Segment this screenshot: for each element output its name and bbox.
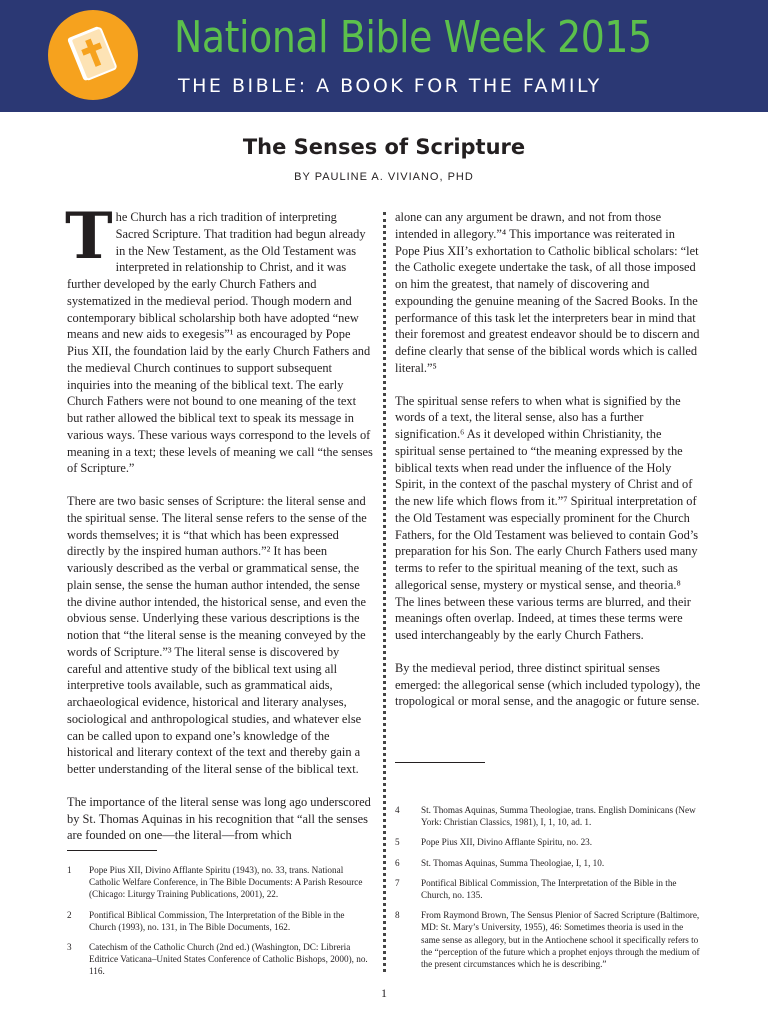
paragraph: The importance of the literal sense was long ago underscored by St. Thomas Aquinas in his recognition that “all the senses are founded on one—the literal—from which bbox=[67, 794, 371, 843]
left-column bbox=[65, 199, 373, 860]
footnote: 8 From Raymond Brown, The Sensus Plenior of Sacred Scripture (Baltimore, MD: St. Mary’s University, 1955), 46: Sometimes theoria is used in the same sense as allegory, but in the Antiochene school it specifically refers to the “perception of the future which a prophet enjoys through the medium of the present circumstances which he is describing.” bbox=[395, 910, 700, 970]
footnote: 3 Catechism of the Catholic Church (2nd ed.) (Washington, DC: Libreria Editrice Vaticana–United States Conference of Catholic Bishops, 2000), no. 116. bbox=[67, 942, 368, 977]
bible-cross-icon bbox=[48, 10, 138, 100]
footnote-rule bbox=[67, 850, 157, 851]
paragraph: The spiritual sense refers to when what is signified by the words of a text, the literal sense, also has a further signification.⁶ As it developed within Christianity, the spiritual sense pertained to “the meaning expressed by the biblical texts when read under the influence of the Holy Spirit, in the context of the paschal mystery of Christ and of the new life which flows from it.”⁷ Spiritual interpretation of the Old Testament was especially prominent for the Church Fathers, for the Old Testament was believed to contain God’s preparation for his Son. The early Church Fathers used many terms to refer to the spiritual meaning of the text, such as allegorical sense, mystery or mystical sense, and theoria.⁸ The lines between these various terms are blurred, and their meanings often overlap. Indeed, at times these terms were used interchangeably by the early Church Fathers. bbox=[395, 393, 699, 642]
page-number: 1 bbox=[381, 986, 387, 1000]
banner-title: National Bible Week 2015 bbox=[174, 12, 652, 63]
footnotes-right bbox=[395, 804, 701, 978]
article-title: The Senses of Scripture bbox=[242, 135, 526, 159]
footnote: 2 Pontifical Biblical Commission, The Interpretation of the Bible in the Church (1993), no. 131, in The Bible Documents, 162. bbox=[67, 909, 345, 932]
paragraph: There are two basic senses of Scripture: the literal sense and the spiritual sense. The literal sense refers to the sense of the words themselves; it is “that which has been expressed directly by the inspired human authors.”² It has been variously described as the verbal or grammatical sense, the plain sense, the sense the human author intended, the sense the divine author intended, the historical sense, and even the obvious sense. Underlying these various descriptions is the notion that “the literal sense is the meaning conveyed by the words of Scripture.”³ The literal sense is discovered by careful and attentive study of the biblical text using all interpretive tools available, such as grammatical aids, archaeological evidence, historical and literary analyses, sociological and anthropological studies, and whatever else can be called upon to expand one’s knowledge of the historical and literary context of the text and thereby gain a better understanding of the literal sense of the biblical text. bbox=[67, 494, 367, 776]
right-column bbox=[395, 209, 701, 726]
drop-cap: T bbox=[65, 199, 113, 274]
paragraph: By the medieval period, three distinct spiritual senses emerged: the allegorical sense (which included typology), the tropological or moral sense, and the anagogic or future sense. bbox=[395, 660, 701, 709]
footnote: 7 Pontifical Biblical Commission, The Interpretation of the Bible in the Church, no. 135. bbox=[395, 877, 677, 901]
header-banner bbox=[0, 0, 768, 112]
column-divider bbox=[383, 212, 386, 972]
footnote-rule bbox=[395, 762, 485, 763]
paragraph: alone can any argument be drawn, and not from those intended in allegory.”⁴ This importance was reiterated in Pope Pius XII’s exhortation to Catholic biblical scholars: “let the Catholic exegete undertake the task, of all those imposed on him the greatest, that namely of discovering and expounding the genuine meaning of the Sacred Books. In the performance of this task let the interpreters bear in mind that their foremost and greatest endeavor should be to discern and define clearly that sense of the biblical words which is called literal.”⁵ bbox=[395, 210, 700, 375]
paragraph: The Church has a rich tradition of interpreting Sacred Scripture. That tradition had begun already in the New Testament, as the Old Testament was interpreted in relationship to Christ, and it was further developed by the early Church Fathers and systematized in the medieval period. Though modern and contemporary biblical scholarship both have adopted “new means and new aids to exegesis”¹ as encouraged by Pope Pius XII, the foundation laid by the early Church Fathers and the medieval Church continues to support subsequent inquiries into the meaning of the biblical text. The early Church Fathers were not bound to one meaning of the text but rather allowed the biblical text to speak its message in various ways. These various ways correspond to the levels of meaning in a text; these levels of meaning we call “the senses of Scripture.” bbox=[65, 199, 373, 476]
byline: BY PAULINE A. VIVIANO, PHD bbox=[294, 171, 474, 183]
footnote: 5 Pope Pius XII, Divino Afflante Spiritu, no. 23. bbox=[395, 837, 593, 848]
footnote: 4 St. Thomas Aquinas, Summa Theologiae, trans. English Dominicans (New York: Christian Classics, 1981), I, 1, 10, ad. 1. bbox=[395, 805, 696, 828]
footnote: 6 St. Thomas Aquinas, Summa Theologiae, I, 1, 10. bbox=[395, 857, 605, 868]
footnote: 1 Pope Pius XII, Divino Afflante Spiritu (1943), no. 33, trans. National Catholic Welfare Conference, in The Bible Documents: A Parish Resource (Chicago: Liturgy Training Publications, 2001), 22. bbox=[67, 865, 363, 900]
footnotes-left bbox=[67, 864, 373, 986]
banner-subtitle: THE BIBLE: A BOOK FOR THE FAMILY bbox=[178, 75, 602, 97]
